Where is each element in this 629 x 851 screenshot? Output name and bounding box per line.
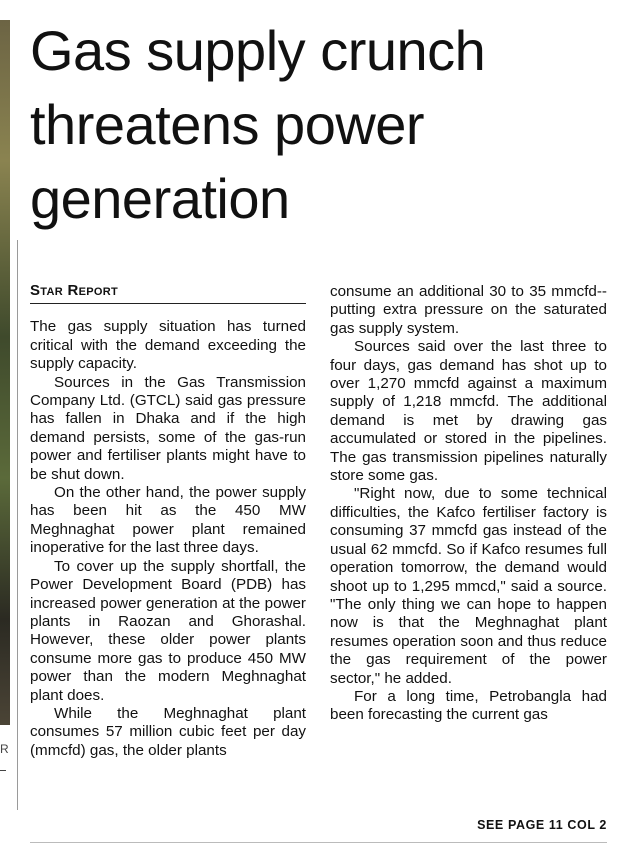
paragraph: For a long time, Petrobangla had been forecasting the current gas [330,687,607,724]
adjacent-page-letter: R [0,742,9,756]
adjacent-page-dash [0,770,6,771]
paragraph: "Right now, due to some technical difficulties, the Kafco fertiliser factory is consuming 37 mmcfd gas instead of the usual 62 mmcfd. So if Kafco resumes full operation tomorrow, the demand would shoot up to 1,295 mmcd," said a source. "The only thing we can hope to happen now is that the Meghnaghat plant resumes operation soon and thus reduce the gas requirement of the power sector," he added. [330,485,607,687]
paragraph: The gas supply situation has turned critical with the demand exceeding the supply capacity. [30,318,306,373]
article-column-1 [30,282,306,760]
paragraph: consume an additional 30 to 35 mmcfd-- putting extra pressure on the saturated gas supply system. [330,283,607,337]
column-divider [17,240,18,810]
paragraph: To cover up the supply shortfall, the Power Development Board (PDB) has increased power generation at the power plants in Raozan and Ghorashal. However, these older power plants consume more gas to produce 450 MW power than the modern Meghnaghat plant does. [30,557,306,704]
paragraph: On the other hand, the power supply has been hit as the 450 MW Meghnaghat power plant remained inoperative for the last three days. [30,484,306,557]
article-column-2 [330,283,607,725]
paragraph: While the Meghnaghat plant consumes 57 million cubic feet per day (mmcfd) gas, the older plants [30,704,306,759]
continued-on-page-note: SEE PAGE 11 COL 2 [477,818,607,832]
byline: Star Report [30,282,306,304]
adjacent-page-image-strip [0,20,10,725]
paragraph: Sources in the Gas Transmission Company Ltd. (GTCL) said gas pressure has fallen in Dhaka and if the high demand persists, some of the gas-run power and fertiliser plants might have to be shut down. [30,373,306,483]
paragraph: Sources said over the last three to four days, gas demand has shot up to over 1,270 mmcfd against a maximum supply of 1,218 mmcfd. The additional demand is met by drawing gas accumulated or stored in the pipelines. The gas transmission pipelines naturally store some gas. [330,338,607,485]
headline: Gas supply crunch threatens power generation [30,19,486,230]
bottom-divider [30,842,607,843]
